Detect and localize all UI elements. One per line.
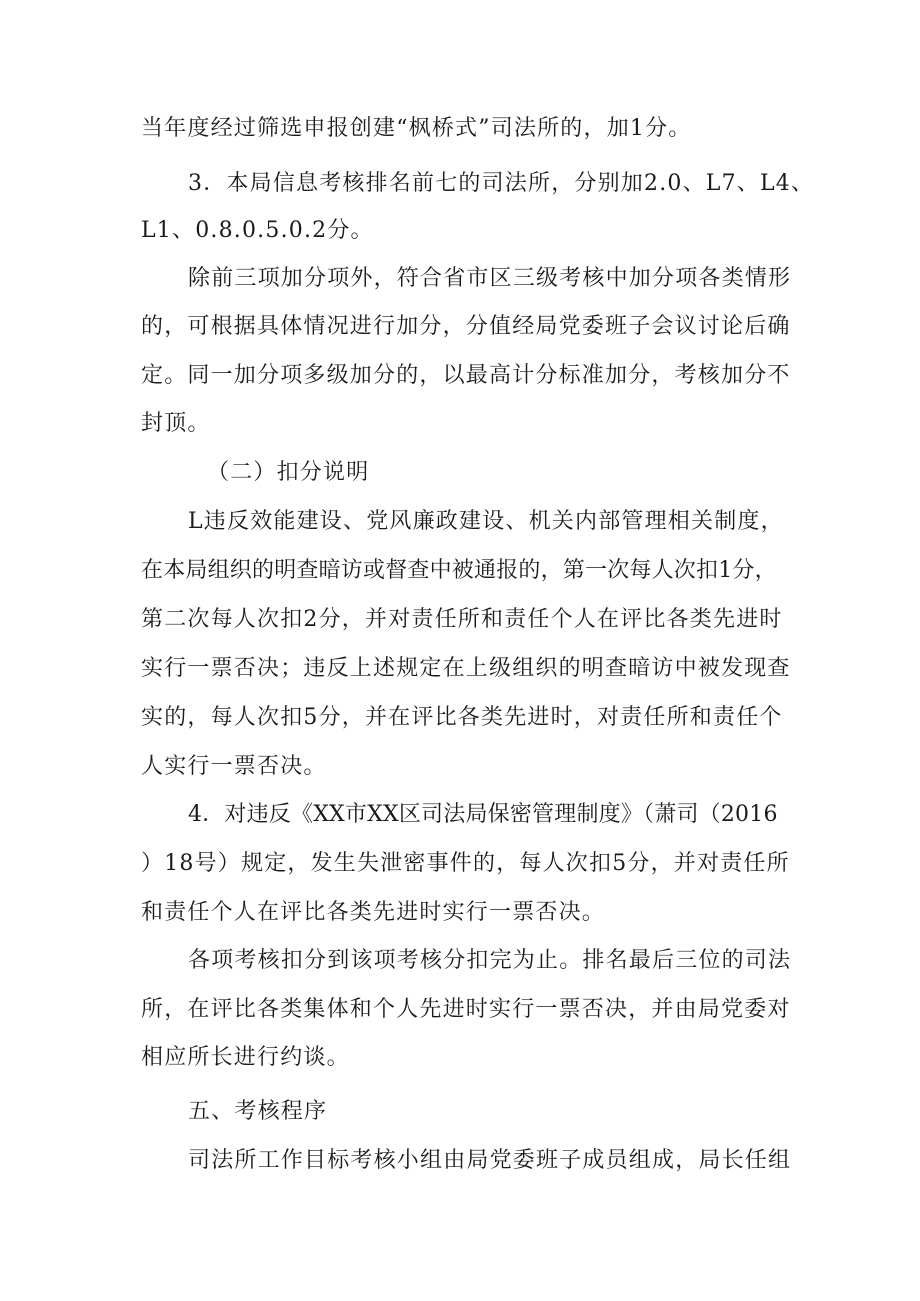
- text-line: 第二次每人次扣2分，并对责任所和责任个人在评比各类先进时: [141, 607, 783, 632]
- text-line: 实行一票否决；违反上述规定在上级组织的明查暗访中被发现查: [141, 656, 791, 681]
- text-line: 司法所工作目标考核小组由局党委班子成员组成，局长任组: [188, 1148, 792, 1173]
- text-line: 各项考核扣分到该项考核分扣完为止。排名最后三位的司法: [188, 948, 792, 973]
- text-line: 3．本局信息考核排名前七的司法所，分别加2.0、L7、L4、: [188, 171, 815, 196]
- text-line: 和责任个人在评比各类先进时实行一票否决。: [141, 900, 606, 925]
- text-line: 实的，每人次扣5分，并在评比各类先进时，对责任所和责任个: [141, 705, 783, 730]
- text-line: 人实行一票否决。: [141, 754, 327, 779]
- text-line: L1、0.8.0.5.0.2分。: [141, 218, 374, 243]
- text-line: 4．对违反《XX市XX区司法局保密管理制度》（萧司（2016: [188, 802, 778, 827]
- text-line: 封顶。: [141, 411, 211, 436]
- section-heading: （二）扣分说明: [207, 460, 370, 485]
- text-line: 当年度经过筛选申报创建“枫桥式”司法所的，加1分。: [141, 116, 692, 141]
- text-line: 除前三项加分项外，符合省市区三级考核中加分项各类情形: [188, 266, 792, 291]
- text-line: 在本局组织的明查暗访或督查中被通报的，第一次每人次扣1分，: [141, 558, 777, 583]
- section-heading: 五、考核程序: [188, 1099, 328, 1124]
- text-line: L违反效能建设、党风廉政建设、机关内部管理相关制度，: [188, 509, 784, 534]
- text-line: 的，可根据具体情况进行加分，分值经局党委班子会议讨论后确: [141, 314, 791, 339]
- text-line: 相应所长进行约谈。: [141, 1045, 350, 1070]
- text-line: ）18号）规定，发生失泄密事件的，每人次扣5分，并对责任所: [141, 851, 790, 876]
- text-line: 定。同一加分项多级加分的，以最高计分标准加分，考核加分不: [141, 363, 791, 388]
- text-line: 所，在评比各类集体和个人先进时实行一票否决，并由局党委对: [141, 997, 791, 1022]
